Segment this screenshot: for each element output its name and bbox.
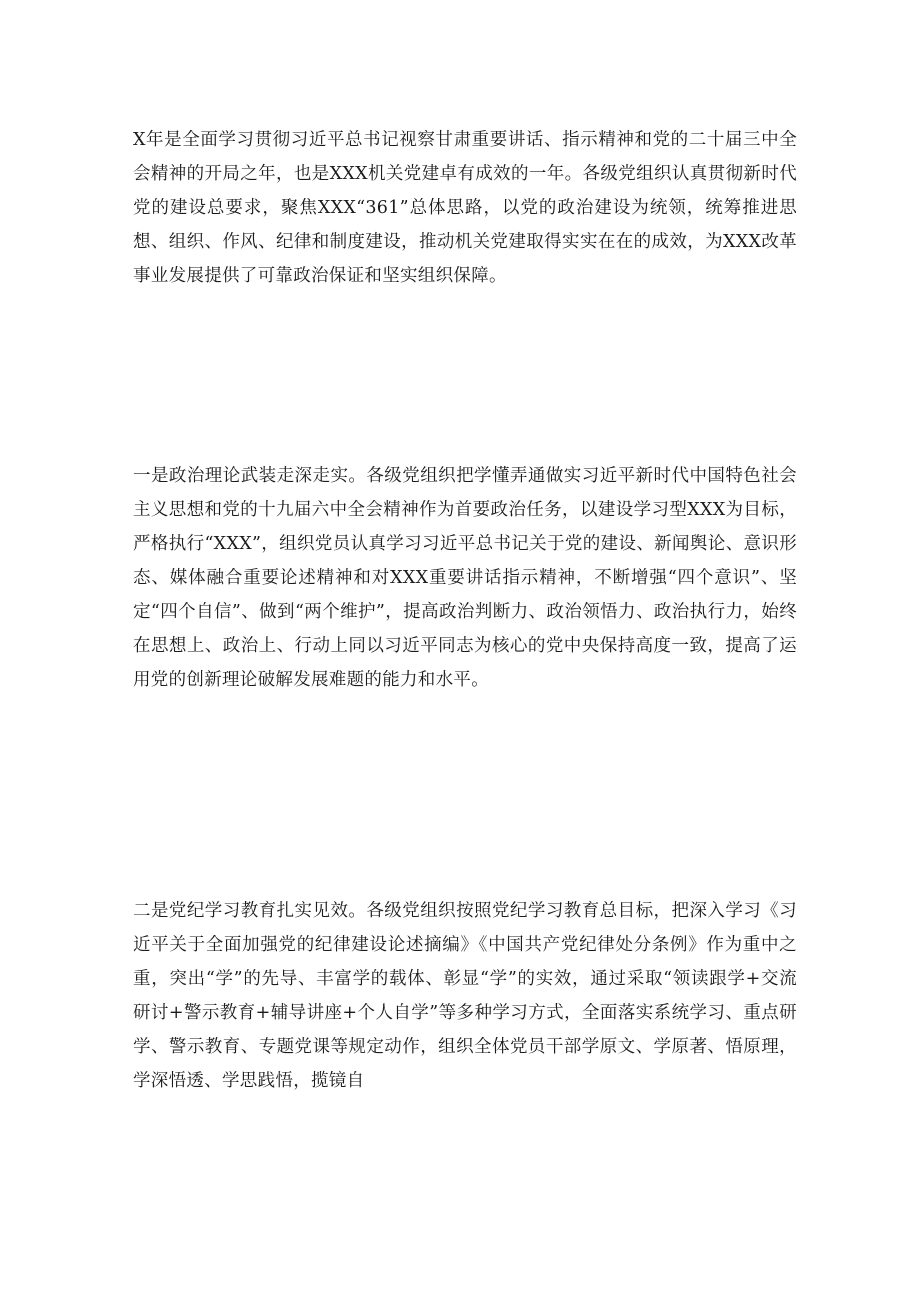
paragraph-intro: X年是全面学习贯彻习近平总书记视察甘肃重要讲话、指示精神和党的二十届三中全会精神的开局之年，也是XXX机关党建卓有成效的一年。各级党组织认真贯彻新时代党的建设总要求，聚焦XXX“361”总体思路，以党的政治建设为统领，统筹推进思想、组织、作风、纪律和制度建设，推动机关党建取得实实在在的成效，为XXX改革事业发展提供了可靠政治保证和坚实组织保障。 bbox=[133, 130, 797, 286]
paragraph-discipline-education: 二是党纪学习教育扎实见效。各级党组织按照党纪学习教育总目标，把深入学习《习近平关于全面加强党的纪律建设论述摘编》《中国共产党纪律处分条例》作为重中之重，突出“学”的先导、丰富学的载体、彰显“学”的实效，通过采取“领读跟学+交流研讨+警示教育+辅导讲座+个人自学”等多种学习方式，全面落实系统学习、重点研学、警示教育、专题党课等规定动作，组织全体党员干部学原文、学原著、悟原理，学深悟透、学思践悟，揽镜自 bbox=[133, 901, 797, 1091]
paragraph-political-theory: 一是政治理论武装走深走实。各级党组织把学懂弄通做实习近平新时代中国特色社会主义思想和党的十九届六中全会精神作为首要政治任务，以建设学习型XXX为目标，严格执行“XXX”，组织党员认真学习习近平总书记关于党的建设、新闻舆论、意识形态、媒体融合重要论述精神和对XXX重要讲话指示精神，不断增强“四个意识”、坚定“四个自信”、做到“两个维护”，提高政治判断力、政治领悟力、政治执行力，始终在思想上、政治上、行动上同以习近平同志为核心的党中央保持高度一致，提高了运用党的创新理论破解发展难题的能力和水平。 bbox=[133, 466, 797, 690]
